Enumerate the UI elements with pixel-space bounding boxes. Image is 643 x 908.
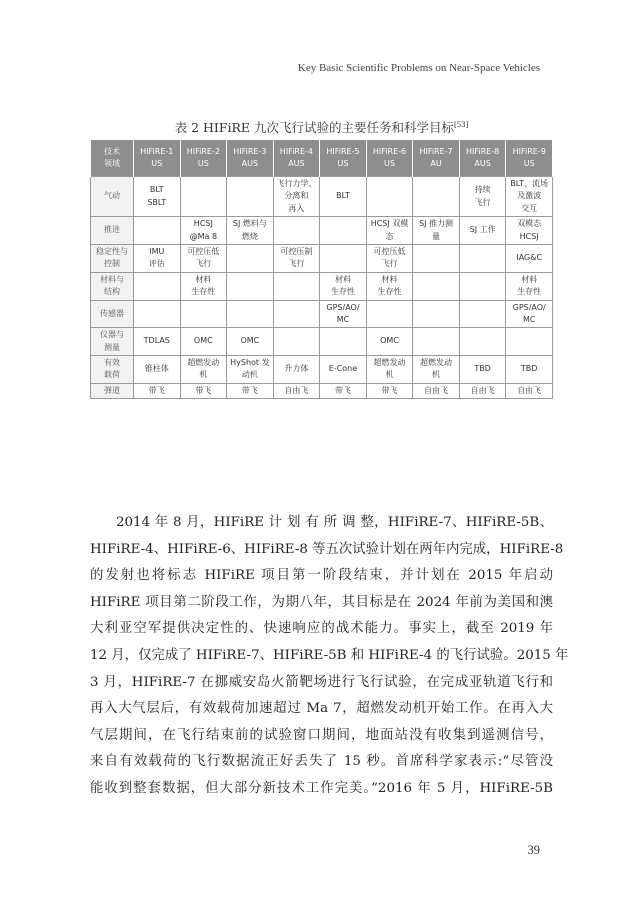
header-cell-flight: HIFiRE-3 AUS [227, 140, 274, 177]
body-line: 3 月，HIFiRE-7 在挪威安岛火箭靶场进行飞行试验，在完成亚轨道飞行和 [90, 674, 553, 690]
table-cell: 带飞 [227, 383, 274, 398]
table-cell: HCSJ @Ma 8 [180, 217, 227, 245]
table-cell: 带飞 [134, 383, 181, 398]
table-cell: OMC [180, 328, 227, 356]
body-line: HIFiRE 项目第二阶段工作，为期八年，其目标是在 2024 年前为美国和澳 [90, 594, 553, 610]
header-cell-flight: HIFiRE-5 US [320, 140, 367, 177]
table-cell [273, 328, 320, 356]
table-row [91, 300, 553, 328]
table-cell [227, 177, 274, 217]
table-cell [134, 217, 181, 245]
body-line: 气层期间，在飞行结束前的试验窗口期间，地面站没有收集到遥测信号， [90, 727, 553, 743]
table-cell [134, 272, 181, 300]
table-cell: 带飞 [366, 383, 413, 398]
table-cell: IAG&C [506, 244, 553, 272]
table-cell [227, 244, 274, 272]
table-cell [227, 272, 274, 300]
body-line: 能收到整套数据，但大部分新技术工作完美。”2016 年 5 月，HIFiRE-5B [90, 780, 553, 796]
row-header-cell: 有效 载荷 [91, 356, 134, 384]
header-cell-domain: 技术 领域 [91, 140, 134, 177]
page-number: 39 [527, 843, 540, 857]
table-caption [90, 118, 553, 136]
table-cell: SJ 工作 [459, 217, 506, 245]
table-row [91, 177, 553, 217]
table-cell [413, 244, 460, 272]
table-cell: 材料 生存性 [180, 272, 227, 300]
body-line: 的发射也将标志 HIFiRE 项目第一阶段结束，并计划在 2015 年启动 [90, 568, 553, 584]
row-header-cell: 材料与 结构 [91, 272, 134, 300]
table-cell: 自由飞 [459, 383, 506, 398]
header-cell-flight: HIFiRE-6 US [366, 140, 413, 177]
table-cell [134, 300, 181, 328]
table-cell: HCSJ 双模 态 [366, 217, 413, 245]
body-line: HIFiRE-4、HIFiRE-6、HIFiRE-8 等五次试验计划在两年内完成，HIFiRE-8 [90, 541, 564, 557]
header-cell-flight: HIFiRE-2 US [180, 140, 227, 177]
table-cell: 超燃发动 机 [413, 356, 460, 384]
body-line: 大利亚空军提供决定性的、快速响应的战术能力。事实上，截至 2019 年 [90, 621, 553, 637]
table-cell: 可控压低 飞行 [366, 244, 413, 272]
row-header-cell: 弹道 [91, 383, 134, 398]
body-line: 再入大气层后，有效载荷加速超过 Ma 7，超燃发动机开始工作。在再入大 [90, 701, 553, 717]
table-row [91, 383, 553, 398]
table-cell: 可控压制 飞行 [273, 244, 320, 272]
table-cell: TBD [459, 356, 506, 384]
table-cell [180, 300, 227, 328]
table-cell: TBD [506, 356, 553, 384]
table-cell: 自由飞 [273, 383, 320, 398]
table-cell [273, 300, 320, 328]
table-cell: GPS/AO/ MC [320, 300, 367, 328]
table-row [91, 272, 553, 300]
table-cell [320, 217, 367, 245]
table-cell: 飞行力学、 分离和 再入 [273, 177, 320, 217]
table-cell: 带飞 [320, 383, 367, 398]
table-cell [459, 300, 506, 328]
table-cell: 锥柱体 [134, 356, 181, 384]
table-caption-text: 表 2 HIFiRE 九次飞行试验的主要任务和科学目标 [174, 120, 455, 135]
header-cell-flight: HIFiRE-8 AUS [459, 140, 506, 177]
table-cell: GPS/AO/ MC [506, 300, 553, 328]
table-cell: 材料 生存性 [506, 272, 553, 300]
header-cell-flight: HIFiRE-7 AU [413, 140, 460, 177]
header-cell-flight: HIFiRE-1 US [134, 140, 181, 177]
row-header-cell: 推进 [91, 217, 134, 245]
table-cell [459, 328, 506, 356]
row-header-cell: 稳定性与 控制 [91, 244, 134, 272]
row-header-cell: 气动 [91, 177, 134, 217]
table-cell: SJ 燃料与 燃烧 [227, 217, 274, 245]
table-cell [366, 300, 413, 328]
header-cell-flight: HIFiRE-9 US [506, 140, 553, 177]
table-cell: BLT [320, 177, 367, 217]
table-cell: 双模态 HCSJ [506, 217, 553, 245]
table-cell: 材料 生存性 [366, 272, 413, 300]
table-cell [413, 328, 460, 356]
table-cell [506, 328, 553, 356]
table-cell: 自由飞 [506, 383, 553, 398]
table-cell: TDLAS [134, 328, 181, 356]
table-cell: 材料 生存性 [320, 272, 367, 300]
table-cell: 自由飞 [413, 383, 460, 398]
table-cell: IMU 评估 [134, 244, 181, 272]
flight-test-table [90, 139, 553, 399]
body-line: 来自有效载荷的飞行数据流正好丢失了 15 秒。首席科学家表示:“尽管没 [90, 754, 553, 770]
body-line: 2014 年 8 月，HIFiRE 计 划 有 所 调 整，HIFiRE-7、HIFiRE-5B、 [116, 515, 553, 530]
table-cell [320, 328, 367, 356]
table-cell [366, 177, 413, 217]
table-cell [180, 177, 227, 217]
running-head: Key Basic Scientific Problems on Near-Space Vehicles [297, 62, 540, 74]
table-cell: 带飞 [180, 383, 227, 398]
table-cell [273, 217, 320, 245]
table-cell: BLT、流场 及激波 交互 [506, 177, 553, 217]
row-header-cell: 仪器与 测量 [91, 328, 134, 356]
table-cell [459, 244, 506, 272]
header-cell-flight: HIFiRE-4 AUS [273, 140, 320, 177]
table-cell: HyShot 发 动机 [227, 356, 274, 384]
table-cell: BLT SBLT [134, 177, 181, 217]
table-cell [413, 300, 460, 328]
table-body [91, 177, 553, 399]
table-row [91, 244, 553, 272]
table-cell [320, 244, 367, 272]
table-header-row [91, 140, 553, 177]
table-cell: SJ 推力测 量 [413, 217, 460, 245]
table-row [91, 328, 553, 356]
table-cell: 超燃发动 机 [366, 356, 413, 384]
table-cell [413, 177, 460, 217]
table-cell [459, 272, 506, 300]
row-header-cell: 传感器 [91, 300, 134, 328]
table-cell: E-Cone [320, 356, 367, 384]
table-cell: OMC [366, 328, 413, 356]
table-cell [227, 300, 274, 328]
table-cell [273, 272, 320, 300]
table-cell: 可控压低 飞行 [180, 244, 227, 272]
table-row [91, 356, 553, 384]
table-cell [413, 272, 460, 300]
table-cell: OMC [227, 328, 274, 356]
table-cell: 升力体 [273, 356, 320, 384]
table-cell: 持续 飞行 [459, 177, 506, 217]
table-cell: 超燃发动 机 [180, 356, 227, 384]
body-paragraph [90, 510, 569, 803]
table-row [91, 217, 553, 245]
table-caption-reference: [53] [454, 120, 469, 129]
body-line: 12 月，仅完成了 HIFiRE-7、HIFiRE-5B 和 HIFiRE-4 的飞行试验。2015 年 [90, 647, 569, 663]
